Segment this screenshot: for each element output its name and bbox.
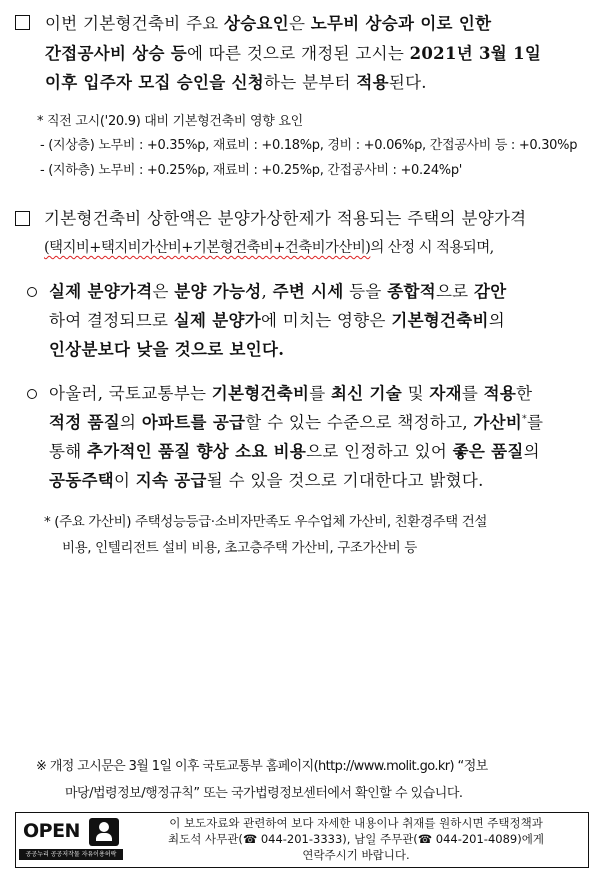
text-span: ,	[261, 282, 273, 301]
text-span: 를	[309, 384, 332, 403]
circle-bullet-2	[27, 389, 37, 399]
emph-span: 자재	[429, 384, 462, 403]
text-span: 아울러, 국토교통부는	[49, 384, 212, 403]
emph-span: 상승요인	[224, 14, 289, 33]
emph-span: 실제 분양가격	[49, 282, 153, 301]
notice-line2: 마당/법령정보/행정규칙” 또는 국가법령정보센터에서 확인할 수 있습니다.	[65, 786, 463, 801]
text-span: 할 수 있는 수준으로 책정하고,	[245, 413, 474, 432]
para1-line1	[45, 10, 491, 34]
text-span: 의	[120, 413, 142, 432]
emph-span: 감안	[473, 282, 507, 301]
kogl-open-logo	[19, 816, 123, 862]
emph-span: 2021년 3월 1일	[409, 44, 542, 63]
bullet1-line3: 인상분보다 낮을 것으로 보인다.	[49, 340, 285, 359]
circle-bullet-1	[27, 287, 37, 297]
bullet2-line1	[49, 380, 532, 404]
note2-line2: 비용, 인텔리전트 설비 비용, 초고층주택 가산비, 구조가산비 등	[62, 540, 417, 556]
note1-row-above-ground: - (지상층) 노무비 : +0.35%p, 재료비 : +0.18%p, 경비 : +0.06%p, 간접공사비 등 : +0.30%p	[40, 138, 578, 153]
emph-span: 가산비	[473, 413, 523, 432]
emph-span: 좋은 품질	[452, 442, 524, 461]
contact-line: 최도석 사무관(☎ 044-201-3333), 남일 주무관(☎ 044-201-4089)에게	[168, 832, 544, 846]
emph-span: 지속 공급	[135, 471, 207, 490]
formula-span: (택지비+택지비가산비+기본형건축비+건축비가산비)	[44, 240, 371, 256]
bullet2-line3	[49, 438, 540, 462]
text-span: 의	[523, 442, 540, 461]
bullet2-line2	[49, 409, 543, 433]
emph-span: 적정 품질	[49, 413, 121, 432]
checkbox-bullet-1	[15, 15, 30, 30]
text-span: 에 미치는 영향은	[261, 311, 392, 330]
contact-info	[128, 815, 584, 863]
notice-line1: ※ 개정 고시문은 3월 1일 이후 국토교통부 홈페이지(http://www.molit.go.kr) “정보	[36, 759, 488, 774]
text-span: 은	[289, 14, 311, 33]
emph-span: 기본형건축비	[211, 384, 310, 403]
para1-line3	[45, 69, 427, 93]
text-span: 등을	[343, 282, 388, 301]
emph-span: 적용	[356, 73, 389, 92]
text-span: 으로 인정하고 있어	[306, 442, 453, 461]
text-span: 를	[461, 384, 484, 403]
para1-line2	[45, 40, 541, 64]
person-icon	[89, 818, 119, 846]
open-logo-text: OPEN	[23, 820, 80, 842]
text-span: 된다.	[388, 73, 427, 92]
emph-span: 기본형건축비	[391, 311, 489, 330]
bullet2-line4	[49, 467, 484, 491]
text-span: 으로	[435, 282, 474, 301]
footnote-marker: *	[522, 414, 527, 425]
text-span: 에 따른 것으로 개정된 고시는	[187, 44, 410, 63]
contact-line: 연락주시기 바랍니다.	[302, 848, 410, 862]
emph-span: 주변 시세	[272, 282, 344, 301]
emph-span: 이후 입주자 모집 승인을 신청	[45, 73, 265, 92]
emph-span: 최신 기술	[331, 384, 403, 403]
emph-span: 종합적	[387, 282, 436, 301]
checkbox-bullet-2	[15, 211, 30, 226]
text-span: 하여 결정되므로	[49, 311, 174, 330]
note1-row-below-ground: - (지하층) 노무비 : +0.25%p, 재료비 : +0.25%p, 간접공사비 : +0.24%p'	[40, 163, 463, 178]
text-span: 를	[526, 413, 544, 432]
para2-line2	[44, 236, 494, 257]
bullet1-line2	[49, 307, 505, 331]
emph-span: 적용	[483, 384, 517, 403]
emph-span: 추가적인 품질 향상 소요 비용	[87, 442, 307, 461]
text-span: 및	[402, 384, 430, 403]
emph-span: 공동주택	[49, 471, 114, 490]
text-span: 될 수 있을 것으로 기대한다고 밝혔다.	[206, 471, 484, 490]
contact-line: 이 보도자료와 관련하여 보다 자세한 내용이나 취재를 원하시면 주택정책과	[169, 816, 543, 830]
text-span: 통해	[49, 442, 88, 461]
emph-span: 분양 가능성	[174, 282, 262, 301]
text-span: 의 산정 시 적용되며,	[370, 240, 494, 256]
contact-footer	[15, 812, 589, 868]
para2-line1: 기본형건축비 상한액은 분양가상한제가 적용되는 주택의 분양가격	[44, 209, 527, 228]
open-logo-subtitle: 공공누리 공공저작물 자유이용허락	[19, 849, 123, 860]
bullet1-line1	[49, 278, 506, 302]
text-span: 의	[488, 311, 506, 330]
emph-span: 실제 분양가	[173, 311, 262, 330]
emph-span: 노무비 상승과 이로 인한	[310, 14, 492, 33]
text-span: 한	[516, 384, 533, 403]
text-span: 하는 분부터	[264, 73, 357, 92]
text-span: 이	[113, 471, 136, 490]
text-span: 이번 기본형건축비 주요	[45, 14, 225, 33]
emph-span: 간접공사비 상승 등	[45, 44, 188, 63]
note1-title: * 직전 고시('20.9) 대비 기본형건축비 영향 요인	[37, 114, 303, 129]
emph-span: 아파트를 공급	[141, 413, 246, 432]
note2-line1: * (주요 가산비) 주택성능등급·소비자만족도 우수업체 가산비, 친환경주택 건설	[44, 514, 487, 530]
text-span: 은	[152, 282, 175, 301]
